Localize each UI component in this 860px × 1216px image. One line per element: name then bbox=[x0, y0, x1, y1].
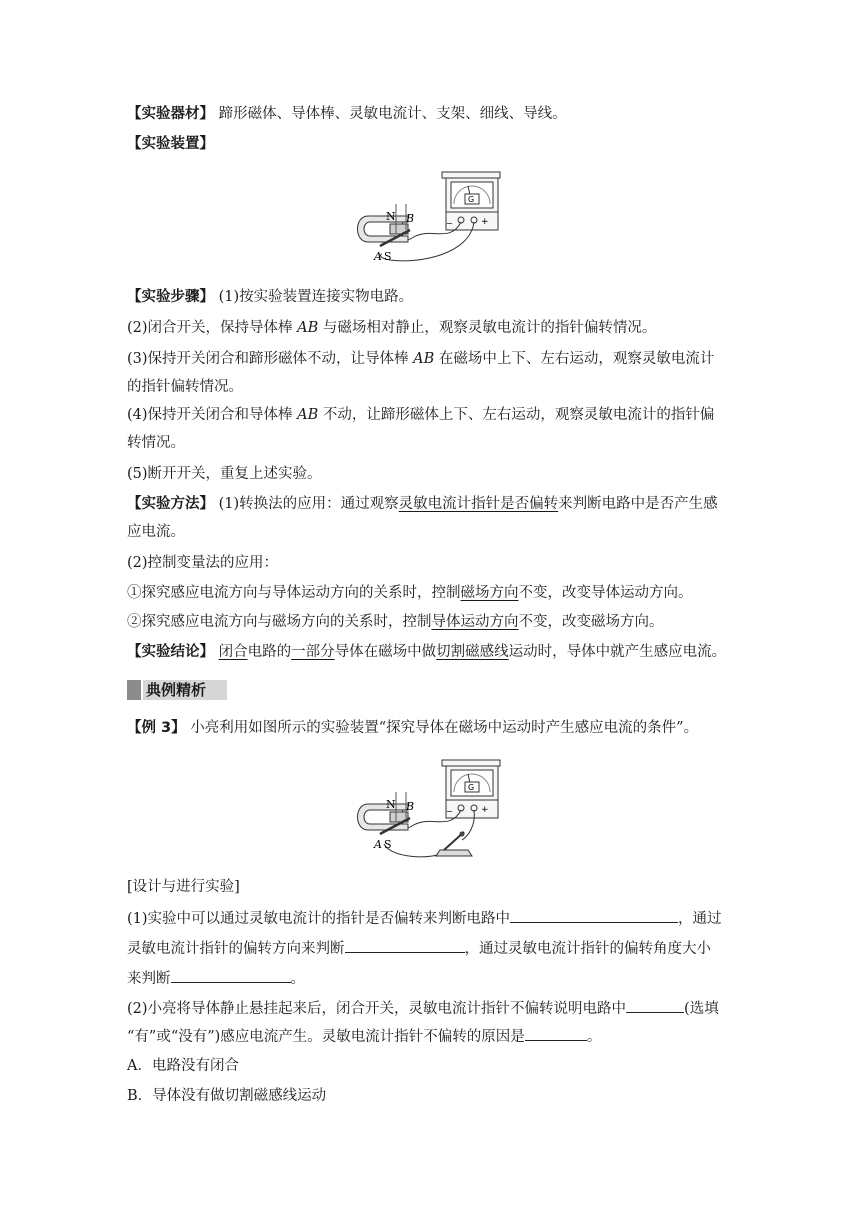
apparatus-figure bbox=[350, 164, 510, 268]
q1-part-f: 。 bbox=[290, 971, 305, 987]
example-label: 【例 3】 bbox=[127, 720, 186, 736]
design-heading: [设计与进行实验] bbox=[127, 879, 240, 895]
step-3-pre: (3)保持开关闭合和蹄形磁体不动，让导体棒 bbox=[127, 351, 414, 367]
question-2 bbox=[127, 998, 719, 1019]
option-a[interactable]: A．电路没有闭合 bbox=[127, 1058, 239, 1074]
conclusion-u1: 闭合 bbox=[218, 644, 248, 660]
question-2-cont bbox=[127, 1026, 601, 1047]
example-line bbox=[127, 718, 698, 738]
apparatus-line bbox=[127, 134, 214, 154]
step-4-cont: 转情况。 bbox=[127, 435, 185, 451]
step-3-cont: 的指针偏转情况。 bbox=[127, 379, 243, 395]
step-4 bbox=[127, 405, 714, 425]
plus-sign: + bbox=[481, 217, 489, 227]
fig2-label-a: A bbox=[374, 838, 382, 851]
q1-part-d: ，通过灵敏电流计指针的偏转角度大小 bbox=[464, 941, 711, 957]
method-c2-pre: ②探究感应电流方向与磁场方向的关系时，控制 bbox=[127, 614, 432, 630]
steps-line-1 bbox=[127, 287, 413, 307]
materials-text: 蹄形磁体、导体棒、灵敏电流计、支架、细线、导线。 bbox=[218, 106, 567, 122]
q2-part-b: (选填 bbox=[684, 1001, 719, 1017]
q2-blank-1[interactable] bbox=[626, 998, 684, 1013]
question-1 bbox=[127, 908, 722, 929]
label-b: B bbox=[406, 212, 415, 225]
conclusion-t2: 导体在磁场中做 bbox=[334, 644, 437, 660]
method-c2 bbox=[127, 612, 664, 632]
step-1: (1)按实验装置连接实物电路。 bbox=[218, 289, 414, 305]
step-3 bbox=[127, 349, 714, 369]
conclusion-u3: 切割磁感线 bbox=[436, 644, 509, 660]
example-text: 小亮利用如图所示的实验装置“探究导体在磁场中运动时产生感应电流的条件”。 bbox=[190, 720, 699, 736]
q2-part-c: “有”或“没有”)感应电流产生。灵敏电流计指针不偏转的原因是 bbox=[127, 1029, 525, 1045]
fig2-label-n: N bbox=[386, 798, 396, 811]
method-1-post: 来判断电路中是否产生感 bbox=[558, 496, 718, 512]
step-4-post: 不动，让蹄形磁体上下、左右运动，观察灵敏电流计的指针偏 bbox=[318, 407, 715, 423]
method-line-1 bbox=[127, 494, 718, 514]
label-s: S bbox=[384, 250, 392, 263]
conclusion-t3: 运动时，导体中就产生感应电流。 bbox=[508, 644, 727, 660]
method-c1-post: 不变，改变导体运动方向。 bbox=[518, 585, 693, 601]
materials-label: 【实验器材】 bbox=[127, 106, 214, 122]
q1-blank-2[interactable] bbox=[345, 938, 465, 953]
label-a: A bbox=[374, 250, 382, 263]
step-2-ab: AB bbox=[297, 320, 319, 336]
method-c1 bbox=[127, 583, 693, 603]
q1-part-c: 灵敏电流计指针的偏转方向来判断 bbox=[127, 941, 345, 957]
method-1-cont: 应电流。 bbox=[127, 524, 185, 540]
question-1-cont2 bbox=[127, 968, 305, 989]
conclusion-t1: 电路的 bbox=[247, 644, 292, 660]
conclusion-u2: 一部分 bbox=[291, 644, 335, 660]
method-c2-post: 不变，改变磁场方向。 bbox=[518, 614, 664, 630]
materials-line bbox=[127, 104, 567, 124]
step-2-pre: (2)闭合开关，保持导体棒 bbox=[127, 320, 298, 336]
minus-sign: − bbox=[446, 219, 453, 228]
fig2-galvanometer-symbol: G bbox=[468, 783, 475, 792]
section-title: 典例精析 bbox=[146, 681, 207, 699]
conclusion-label: 【实验结论】 bbox=[127, 644, 214, 660]
q2-part-a: (2)小亮将导体静止悬挂起来后，闭合开关，灵敏电流计指针不偏转说明电路中 bbox=[127, 1001, 627, 1017]
step-5: (5)断开开关，重复上述实验。 bbox=[127, 466, 322, 482]
question-1-cont bbox=[127, 938, 711, 959]
step-4-pre: (4)保持开关闭合和导体棒 bbox=[127, 407, 298, 423]
method-c1-underline: 磁场方向 bbox=[460, 585, 519, 601]
example-figure bbox=[350, 752, 510, 864]
method-c2-underline: 导体运动方向 bbox=[431, 614, 519, 630]
q1-part-a: (1)实验中可以通过灵敏电流计的指针是否偏转来判断电路中 bbox=[127, 911, 511, 927]
method-2: (2)控制变量法的应用： bbox=[127, 555, 279, 571]
step-2-post: 与磁场相对静止，观察灵敏电流计的指针偏转情况。 bbox=[318, 320, 657, 336]
method-label: 【实验方法】 bbox=[127, 496, 214, 512]
step-2 bbox=[127, 318, 656, 338]
step-4-ab: AB bbox=[297, 407, 319, 423]
q2-blank-2[interactable] bbox=[525, 1026, 587, 1041]
fig2-label-b: B bbox=[406, 800, 415, 813]
step-3-ab: AB bbox=[413, 351, 435, 367]
fig2-label-s: S bbox=[384, 838, 392, 851]
q1-part-e: 来判断 bbox=[127, 971, 171, 987]
fig2-plus-sign: + bbox=[481, 805, 489, 815]
step-3-post: 在磁场中上下、左右运动，观察灵敏电流计 bbox=[434, 351, 715, 367]
q1-part-b: ，通过 bbox=[678, 911, 722, 927]
q1-blank-1[interactable] bbox=[510, 908, 678, 923]
fig2-minus-sign: − bbox=[446, 807, 453, 816]
method-1-underline: 灵敏电流计指针是否偏转 bbox=[398, 496, 559, 512]
galvanometer-symbol: G bbox=[468, 195, 475, 204]
option-b[interactable]: B．导体没有做切割磁感线运动 bbox=[127, 1088, 327, 1104]
label-n: N bbox=[386, 210, 396, 223]
apparatus-label: 【实验装置】 bbox=[127, 136, 214, 152]
method-c1-pre: ①探究感应电流方向与导体运动方向的关系时，控制 bbox=[127, 585, 461, 601]
conclusion-line bbox=[127, 642, 726, 662]
q2-part-d: 。 bbox=[586, 1029, 602, 1045]
q1-blank-3[interactable] bbox=[171, 968, 291, 983]
method-1-pre: (1)转换法的应用：通过观察 bbox=[218, 496, 399, 512]
steps-label: 【实验步骤】 bbox=[127, 289, 214, 305]
